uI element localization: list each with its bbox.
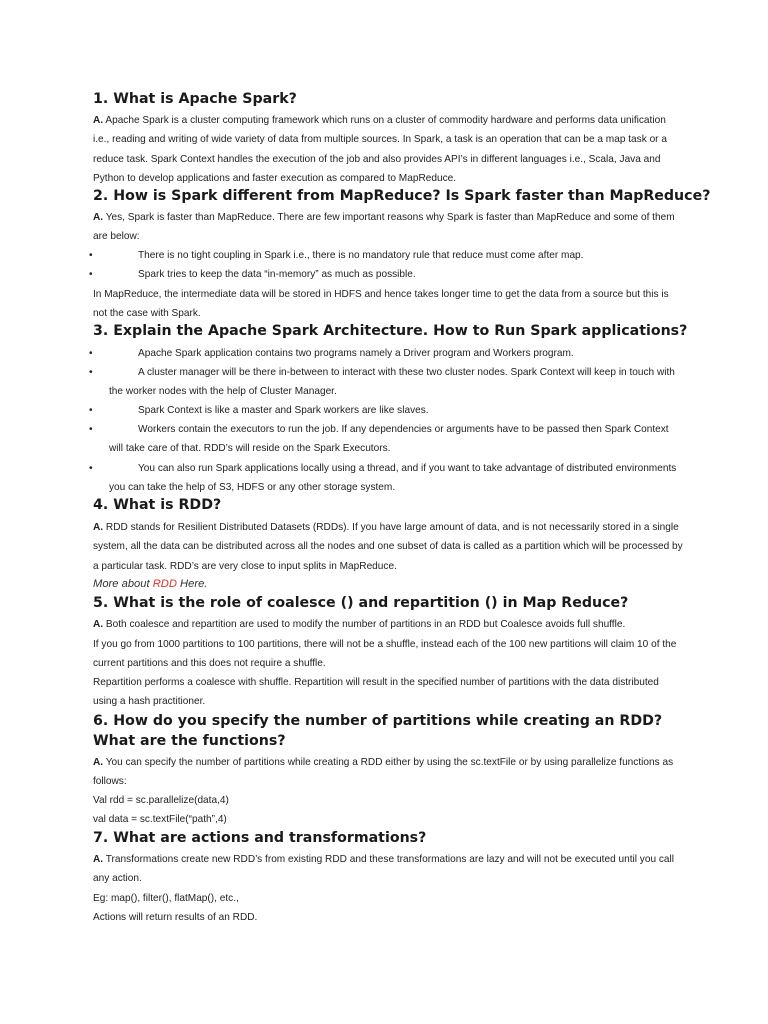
question-6-heading: 6. How do you specify the number of partitions while creating an RDD? What are the functions? — [93, 713, 663, 749]
question-1-heading: 1. What is Apache Spark? — [93, 91, 297, 107]
question-6-answer — [93, 753, 683, 792]
answer-label: A. — [93, 757, 104, 768]
list-item: • You can also run Spark applications locally using a thread, and if you want to take advantage of distributed environments you can take the help of S3, HDFS or any other storage system. — [0, 459, 768, 497]
answer-text: Both coalesce and repartition are used to modify the number of partitions in an RDD but Coalesce avoids full shuffle. — [105, 619, 626, 630]
bullet-icon: • — [89, 367, 93, 379]
question-4-heading: 4. What is RDD? — [93, 497, 222, 513]
list-item: • Apache Spark application contains two programs namely a Driver program and Workers program. — [0, 344, 768, 363]
bullet-icon: • — [89, 250, 93, 261]
list-item: • A cluster manager will be there in-between to interact with these two cluster nodes. Spark Context will keep in touch with the worker nodes with the help of Cluster Manager. — [0, 363, 768, 401]
answer-text: You can specify the number of partitions while creating a RDD either by using the sc.textFile or by using parallelize functions as follows: — [93, 757, 674, 788]
answer-label: A. — [93, 619, 104, 630]
bullet-icon: • — [89, 405, 93, 417]
more-about-rdd: More about RDD Here. — [93, 578, 208, 590]
list-item: • Spark tries to keep the data “in-memory” as much as possible. — [0, 265, 768, 284]
bullet-icon: • — [89, 424, 93, 436]
answer-label: A. — [93, 115, 104, 126]
list-item: • There is no tight coupling in Spark i.e., there is no mandatory rule that reduce must come after map. — [0, 246, 768, 265]
answer-label: A. — [93, 212, 104, 223]
answer-label: A. — [93, 522, 104, 533]
question-3-bullet-list — [0, 344, 768, 497]
question-7-examples: Eg: map(), filter(), flatMap(), etc., — [93, 893, 239, 904]
code-line-parallelize: Val rdd = sc.parallelize(data,4) — [93, 795, 229, 806]
bullet-icon: • — [89, 462, 93, 474]
bullet-icon: • — [89, 269, 93, 281]
question-1-answer — [93, 111, 683, 188]
answer-text: Apache Spark is a cluster computing framework which runs on a cluster of commodity hardware and performs data unification i.e., reading and writing of wide variety of data from multiple sources. In Spark, a task is an operation that can be a map task or a reduce task. Spark Context handles the execution of the job and also provides API’s in different languages i.e., Scala, Java and Python to develop applications and faster execution as compared to MapReduce. — [93, 115, 667, 184]
list-item: • Workers contain the executors to run the job. If any dependencies or arguments have to be passed then Spark Context will take care of that. RDD’s will reside on the Spark Executors. — [0, 420, 768, 458]
question-2-note: In MapReduce, the intermediate data will be stored in HDFS and hence takes longer time to get the data from a source but this is not the case with Spark. — [93, 289, 669, 320]
question-5-paragraph-3: Repartition performs a coalesce with shuffle. Repartition will result in the specified number of partitions with the data distributed using a hash practitioner. — [93, 677, 659, 708]
question-5-heading: 5. What is the role of coalesce () and repartition () in Map Reduce? — [93, 595, 629, 611]
question-2-answer — [93, 208, 683, 247]
question-2-bullet-list — [0, 246, 768, 284]
code-line-textfile: val data = sc.textFile(“path”,4) — [93, 814, 227, 825]
answer-text: RDD stands for Resilient Distributed Datasets (RDDs). If you have large amount of data, and is not necessarily stored in a single system, all the data can be distributed across all the nodes and one subset of data is called as a partition which will be processed by a particular task. RDD’s are very close to input splits in MapReduce. — [93, 522, 683, 572]
question-7-heading: 7. What are actions and transformations? — [93, 830, 427, 846]
rdd-link[interactable]: RDD — [152, 578, 177, 590]
answer-text: Yes, Spark is faster than MapReduce. There are few important reasons why Spark is faster than MapReduce and some of them are below: — [93, 212, 675, 243]
bullet-icon: • — [89, 348, 93, 359]
question-5-paragraph-2: If you go from 1000 partitions to 100 partitions, there will not be a shuffle, instead each of the 100 new partitions will claim 10 of the current partitions and this does not require a shuffle. — [93, 639, 677, 670]
question-2-heading: 2. How is Spark different from MapReduce? Is Spark faster than MapReduce? — [93, 188, 711, 204]
question-4-answer — [93, 518, 683, 576]
question-5-answer — [93, 615, 683, 634]
answer-label: A. — [93, 854, 104, 865]
answer-text: Transformations create new RDD’s from existing RDD and these transformations are lazy and will not be executed until you call any action. — [93, 854, 675, 885]
list-item: • Spark Context is like a master and Spark workers are like slaves. — [0, 401, 768, 420]
question-7-actions: Actions will return results of an RDD. — [93, 912, 258, 923]
question-7-answer — [93, 850, 683, 889]
question-3-heading: 3. Explain the Apache Spark Architecture. How to Run Spark applications? — [93, 323, 688, 339]
